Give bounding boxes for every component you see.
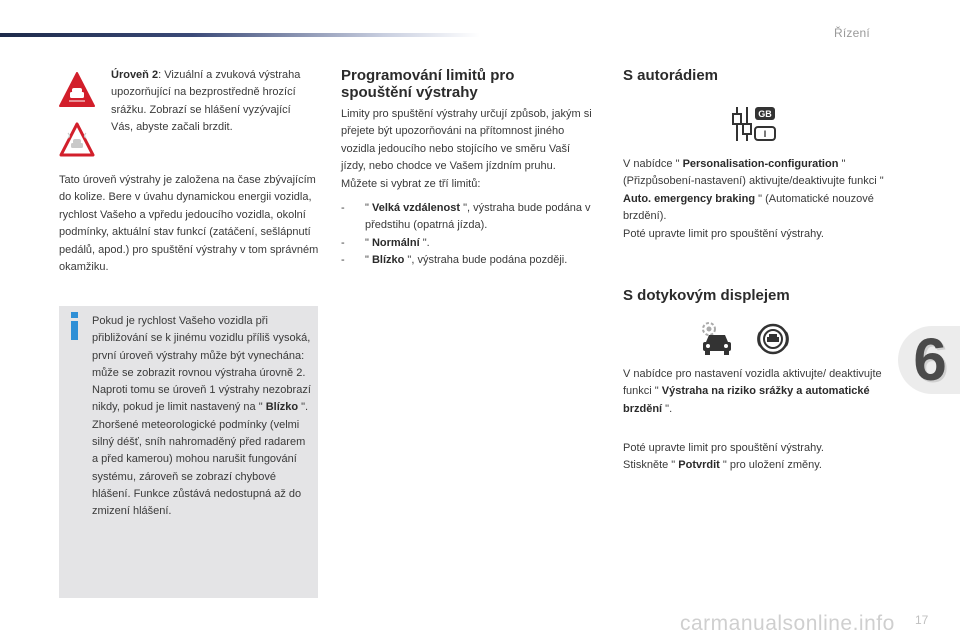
list-item: - " Velká vzdálenost ", výstraha bude podána v předstihu (opatrná jízda). xyxy=(341,202,591,232)
radio-instructions: V nabídce " Personalisation-configuration " (Přizpůsobení-nastavení) aktivujte/deaktivujte funkci " Auto. emergency braking " (Automatické nouzové brzdění). Poté upravte limit pro spouštění výstrahy. xyxy=(623,158,884,240)
limits-heading: Programování limitů pro spouštění výstrahy xyxy=(341,67,515,101)
limits-intro: Limity pro spuštění výstrahy určují způsob, jakým si přejete být upozorňováni na přítomnost jiného vozidla jedoucího nebo stojícího ve směru Vaší jízdy, nebo chodce ve Vašem jízdním pruhu. Můžete si vybrat ze tří limitů: xyxy=(341,108,592,190)
level2-description: Úroveň 2: Vizuální a zvuková výstraha upozorňující na bezprostředně hrozící srážku. Zobrazí se hlášení vyzývající Vás, abyste začali brzdit. xyxy=(111,69,301,134)
collision-warning-filled-icon xyxy=(59,72,95,108)
info-icon xyxy=(67,312,83,340)
settings-sliders-icon xyxy=(731,104,779,144)
watermark: carmanualsonline.info xyxy=(680,612,895,635)
page-number: 17 xyxy=(915,613,929,627)
section-title: Řízení xyxy=(834,26,870,40)
info-text: Pokud je rychlost Vašeho vozidla při přibližování se k jinému vozidlu příliš vysoká, první úroveň výstrahy může být vynechána: může se zobrazit rovnou výstraha úrovně 2. Naproti tomu se úroveň 1 výstrahy nezobrazí nikdy, pokud je limit nastavený na " Blízko ". Zhoršené meteorologické podmínky (velmi silný déšť, sníh nahromaděný před radarem a před kamerou) mohou narušit fungování systému, zároveň se zobrazí chybové hlášení. Funkce zůstává nedostupná až do zmizení hlášení. xyxy=(92,315,311,518)
list-item: - " Blízko ", výstraha bude podána později. xyxy=(341,254,568,267)
timing-paragraph: Tato úroveň výstrahy je založena na čase zbývajícím do kolize. Bere v úvahu dynamickou energii vozidla, rychlost Vašeho a vpředu jedoucího vozidla, okolní podmínky, aktuální stav funkcí (zatáčení, sešlápnutí pedálů, apod.) pro spuštění výstrahy v tom správném okamžiku. xyxy=(59,174,319,274)
radio-heading: S autorádiem xyxy=(623,67,719,84)
list-item: - " Normální ". xyxy=(341,236,430,249)
collision-warning-outline-icon xyxy=(59,122,95,158)
info-box xyxy=(59,306,318,598)
car-settings-icon xyxy=(700,320,734,356)
gb-label: GB xyxy=(758,109,772,119)
header-bar xyxy=(0,33,480,37)
i-label: I xyxy=(763,129,767,139)
touchscreen-heading: S dotykovým displejem xyxy=(623,287,790,304)
brake-alert-icon xyxy=(756,322,790,356)
touchscreen-confirm: Poté upravte limit pro spouštění výstrahy. Stiskněte " Potvrdit " pro uložení změny. xyxy=(623,442,824,472)
touchscreen-instructions: V nabídce pro nastavení vozidla aktivujte/ deaktivujte funkci " Výstraha na riziko srážky a automatické brzdění ". xyxy=(623,368,882,415)
chapter-number: 6 xyxy=(913,326,947,393)
limits-list xyxy=(341,200,601,270)
